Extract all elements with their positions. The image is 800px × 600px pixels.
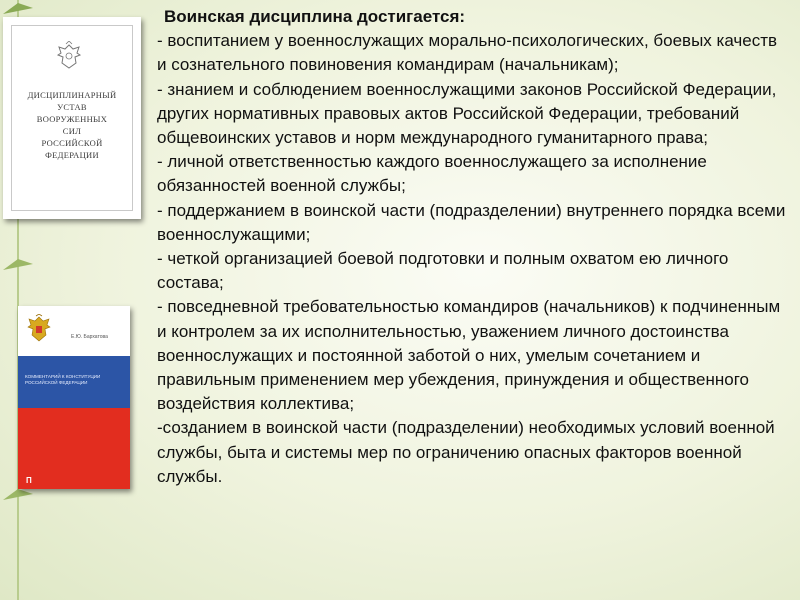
- book2-author: Е.Ю. Бархатова: [71, 334, 108, 340]
- book1-title-line: ДИСЦИПЛИНАРНЫЙ: [27, 90, 117, 100]
- discipline-list: [157, 29, 787, 489]
- book1-title-line: ФЕДЕРАЦИИ: [45, 150, 99, 160]
- double-headed-eagle-icon: [55, 41, 83, 71]
- arrow-mark-lower: [3, 489, 33, 500]
- slide-content: [157, 5, 787, 489]
- list-item: - поддержанием в воинской части (подразделении) внутреннего порядка всеми военнослужащими;: [157, 200, 786, 244]
- book2-red-band: [18, 408, 130, 489]
- book1-title-line: УСТАВ: [57, 102, 87, 112]
- slide-heading: Воинская дисциплина достигается:: [164, 7, 466, 26]
- book-cover-disciplinary-charter: [3, 17, 141, 219]
- book2-title: [25, 374, 125, 386]
- coat-of-arms-icon: [26, 314, 52, 344]
- book1-title: [3, 89, 141, 161]
- list-item: - повседневной требовательностью командиров (начальников) к подчиненным и контролем за их исполнительностью, уважением личного достоинства военнослужащих и постоянной заботой о них, умелым сочетанием и правильным применением мер убеждения, принуждения и общественного воздействия коллектива;: [157, 297, 781, 414]
- list-item: - воспитанием у военнослужащих морально-психологических, боевых качеств и сознательного повиновения командирам (начальникам);: [157, 31, 778, 75]
- book2-publisher-mark: П: [26, 476, 32, 485]
- book1-title-line: РОССИЙСКОЙ: [41, 138, 103, 148]
- book-cover-constitution-commentary: [18, 306, 130, 489]
- arrow-mark-top: [3, 3, 33, 14]
- list-item: -созданием в воинской части (подразделении) необходимых условий военной службы, быта и системы мер по ограничению опасных факторов военной службы.: [157, 418, 775, 486]
- arrow-mark-middle: [3, 259, 33, 270]
- book2-title-line: КОММЕНТАРИЙ К КОНСТИТУЦИИ: [25, 374, 101, 379]
- list-item: - четкой организацией боевой подготовки и полным охватом ею личного состава;: [157, 249, 729, 293]
- book2-title-line: РОССИЙСКОЙ ФЕДЕРАЦИИ: [25, 380, 88, 385]
- book1-title-line: СИЛ: [62, 126, 82, 136]
- book1-title-line: ВООРУЖЕННЫХ: [36, 114, 108, 124]
- list-item: - знанием и соблюдением военнослужащими законов Российской Федерации, других нормативных правовых актов Российской Федерации, требований общевоинских уставов и норм международного гуманитарного права;: [157, 79, 777, 148]
- list-item: - личной ответственностью каждого военнослужащего за исполнение обязанностей военной службы;: [157, 152, 707, 196]
